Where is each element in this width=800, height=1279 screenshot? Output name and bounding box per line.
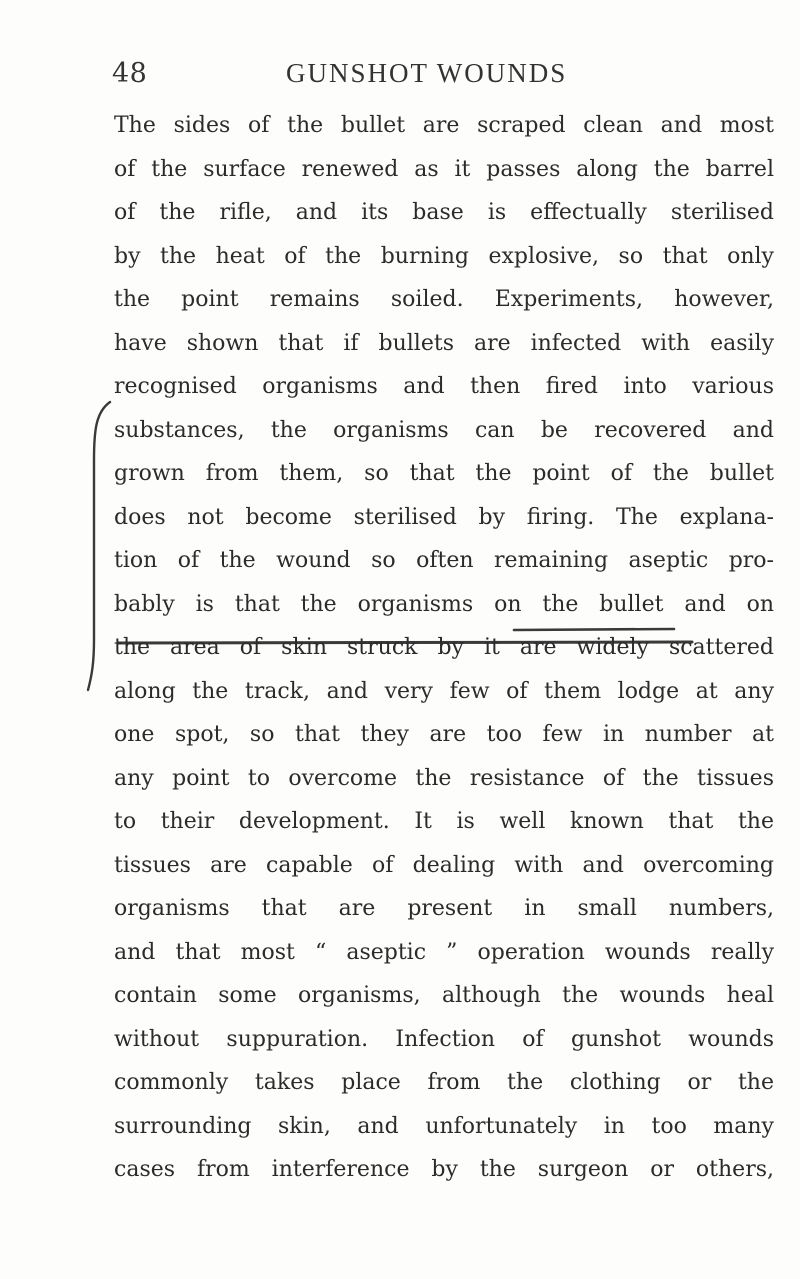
pencil-bracket-mark: [86, 400, 116, 700]
text-line: along the track, and very few of them lodge at any: [114, 678, 774, 704]
text-line: the point remains soiled. Experiments, however,: [114, 287, 774, 312]
text-line: substances, the organisms can be recovered and: [114, 417, 774, 443]
page-number: 48: [112, 58, 148, 89]
text-line: commonly takes place from the clothing or the: [114, 1070, 774, 1095]
text-line: one spot, so that they are too few in number at: [114, 722, 774, 747]
text-line: of the rifle, and its base is effectually sterilised: [114, 200, 774, 225]
text-line: organisms that are present in small numbers,: [114, 896, 774, 921]
text-line: contain some organisms, although the wounds heal: [114, 983, 774, 1008]
text-line: recognised organisms and then fired into various: [114, 374, 774, 399]
text-line: grown from them, so that the point of the bullet: [114, 461, 774, 486]
text-line: without suppuration. Infection of gunshot wounds: [114, 1026, 774, 1052]
text-line: tion of the wound so often remaining aseptic pro-: [114, 548, 774, 573]
running-title: GUNSHOT WOUNDS: [286, 58, 568, 88]
text-line: any point to overcome the resistance of the tissues: [114, 765, 774, 791]
text-line: to their development. It is well known that the: [114, 809, 774, 834]
text-line: cases from interference by the surgeon or others,: [114, 1157, 774, 1182]
running-head: [112, 58, 772, 94]
text-line: of the surface renewed as it passes along the barrel: [114, 156, 774, 182]
text-line: and that most “ aseptic ” operation wounds really: [114, 939, 774, 965]
text-line: does not become sterilised by firing. The explana-: [114, 504, 774, 530]
text-line: by the heat of the burning explosive, so that only: [114, 243, 774, 269]
text-line: surrounding skin, and unfortunately in too many: [114, 1113, 774, 1139]
text-line: tissues are capable of dealing with and overcoming: [114, 852, 774, 878]
body-text: [114, 104, 774, 1192]
text-line: the area of skin struck by it are widely scattered: [114, 635, 774, 660]
text-line: The sides of the bullet are scraped clean and most: [114, 113, 774, 138]
text-line: have shown that if bullets are infected with easily: [114, 330, 774, 356]
text-line: bably is that the organisms on the bullet and on: [114, 591, 774, 617]
